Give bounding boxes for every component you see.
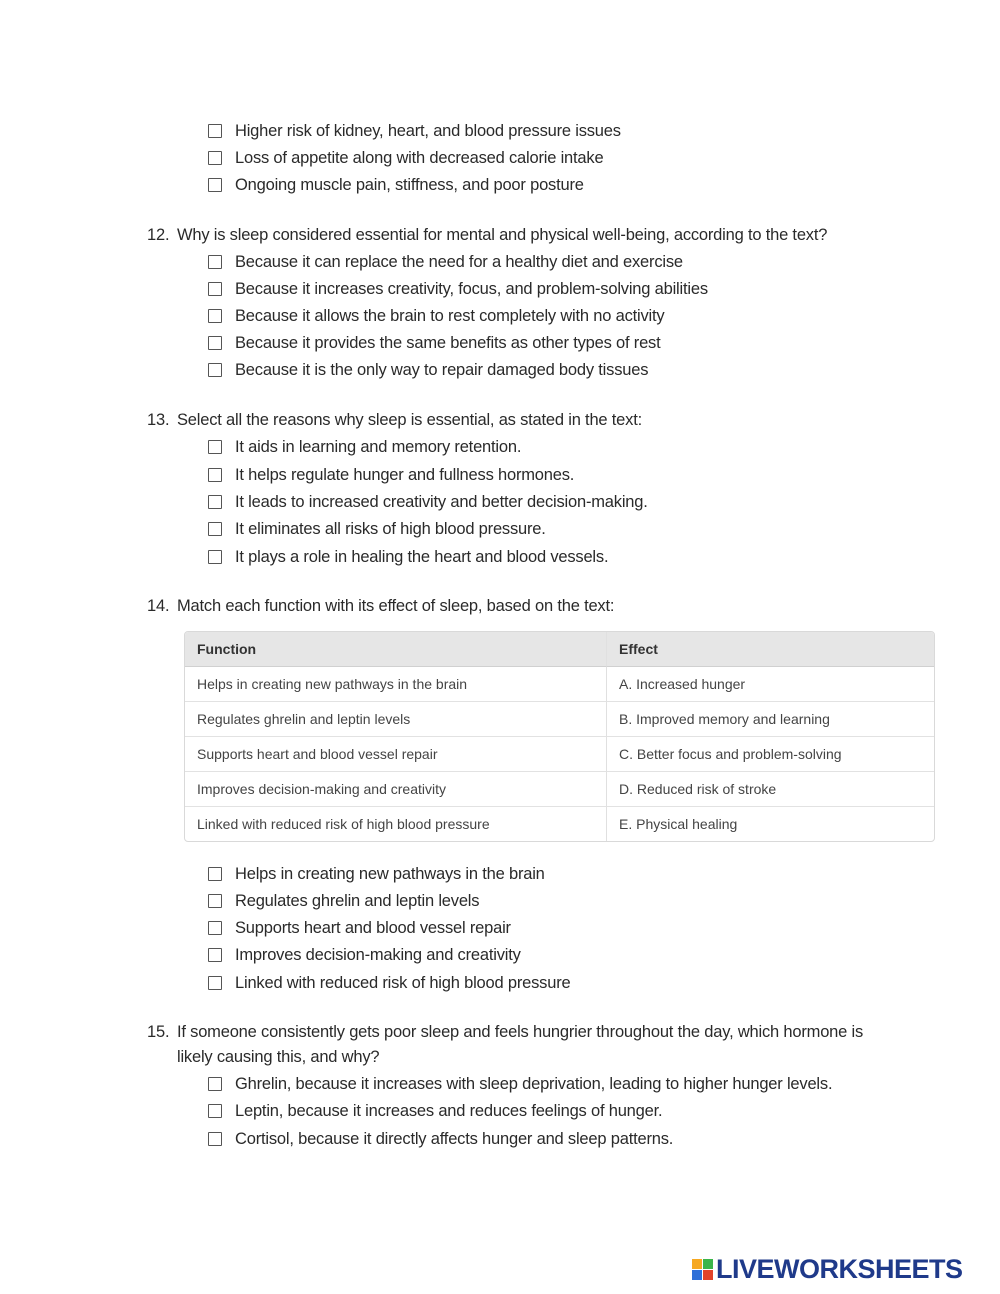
q14-option-3[interactable]: Supports heart and blood vessel repair (208, 917, 511, 939)
logo-text: LIVEWORKSHEETS (716, 1253, 963, 1284)
checkbox[interactable] (208, 124, 222, 138)
checkbox[interactable] (208, 522, 222, 536)
q12-option-4[interactable]: Because it provides the same benefits as other types of rest (208, 332, 660, 354)
checkbox[interactable] (208, 282, 222, 296)
question-text: Match each function with its effect of sleep, based on the text: (177, 597, 615, 615)
q14-option-4[interactable]: Improves decision-making and creativity (208, 944, 521, 966)
table-row (185, 667, 934, 702)
q15-option-3[interactable]: Cortisol, because it directly affects hunger and sleep patterns. (208, 1128, 673, 1150)
question-number: 13. (147, 411, 170, 429)
checkbox[interactable] (208, 151, 222, 165)
q12-option-5[interactable]: Because it is the only way to repair damaged body tissues (208, 359, 648, 381)
checkbox[interactable] (208, 894, 222, 908)
checkbox[interactable] (208, 495, 222, 509)
table-row (185, 772, 934, 807)
question-15 (147, 1020, 863, 1070)
q13-option-5[interactable]: It plays a role in healing the heart and blood vessels. (208, 546, 608, 568)
question-12 (147, 223, 827, 248)
logo-square (703, 1259, 713, 1269)
q14-option-1[interactable]: Helps in creating new pathways in the brain (208, 863, 545, 885)
question-13 (147, 408, 642, 433)
effect-cell: B. Improved memory and learning (607, 702, 934, 737)
question-text-line-2: likely causing this, and why? (177, 1048, 380, 1066)
q11-option-2[interactable]: Loss of appetite along with decreased calorie intake (208, 147, 603, 169)
checkbox[interactable] (208, 440, 222, 454)
q13-option-3[interactable]: It leads to increased creativity and better decision-making. (208, 491, 648, 513)
function-cell: Linked with reduced risk of high blood pressure (185, 807, 607, 841)
q15-option-1[interactable]: Ghrelin, because it increases with sleep deprivation, leading to higher hunger levels. (208, 1073, 832, 1095)
question-text-line-1: If someone consistently gets poor sleep and feels hungrier throughout the day, which hormone is (177, 1023, 864, 1041)
checkbox[interactable] (208, 336, 222, 350)
checkbox[interactable] (208, 948, 222, 962)
checkbox[interactable] (208, 1104, 222, 1118)
q15-option-2[interactable]: Leptin, because it increases and reduces feelings of hunger. (208, 1100, 662, 1122)
q11-option-3[interactable]: Ongoing muscle pain, stiffness, and poor posture (208, 174, 584, 196)
table-row (185, 737, 934, 772)
checkbox[interactable] (208, 1132, 222, 1146)
table-row (185, 807, 934, 841)
checkbox[interactable] (208, 309, 222, 323)
question-number: 12. (147, 226, 170, 244)
column-header-effect: Effect (607, 632, 934, 667)
checkbox[interactable] (208, 1077, 222, 1091)
table-header-row (185, 632, 934, 667)
q12-option-2[interactable]: Because it increases creativity, focus, and problem-solving abilities (208, 278, 708, 300)
effect-cell: D. Reduced risk of stroke (607, 772, 934, 807)
logo-square (692, 1270, 702, 1280)
question-text: Why is sleep considered essential for mental and physical well-being, according to the text? (177, 226, 828, 244)
q14-option-2[interactable]: Regulates ghrelin and leptin levels (208, 890, 479, 912)
q11-option-1[interactable]: Higher risk of kidney, heart, and blood pressure issues (208, 120, 621, 142)
effect-cell: A. Increased hunger (607, 667, 934, 702)
logo-square (692, 1259, 702, 1269)
function-cell: Regulates ghrelin and leptin levels (185, 702, 607, 737)
checkbox[interactable] (208, 255, 222, 269)
checkbox[interactable] (208, 976, 222, 990)
checkbox[interactable] (208, 550, 222, 564)
q14-option-5[interactable]: Linked with reduced risk of high blood pressure (208, 972, 570, 994)
function-cell: Supports heart and blood vessel repair (185, 737, 607, 772)
q13-option-2[interactable]: It helps regulate hunger and fullness hormones. (208, 464, 574, 486)
question-number: 14. (147, 597, 170, 615)
column-header-function: Function (185, 632, 607, 667)
checkbox[interactable] (208, 921, 222, 935)
q13-option-4[interactable]: It eliminates all risks of high blood pressure. (208, 518, 546, 540)
q13-option-1[interactable]: It aids in learning and memory retention. (208, 436, 521, 458)
checkbox[interactable] (208, 468, 222, 482)
effect-cell: E. Physical healing (619, 816, 738, 832)
table-row (185, 702, 934, 737)
liveworksheets-logo-icon (692, 1259, 713, 1280)
question-14 (147, 594, 614, 619)
logo-square (703, 1270, 713, 1280)
question-text: Select all the reasons why sleep is essential, as stated in the text: (177, 411, 642, 429)
checkbox[interactable] (208, 867, 222, 881)
question-number: 15. (147, 1023, 170, 1041)
checkbox[interactable] (208, 363, 222, 377)
liveworksheets-logo[interactable] (692, 1254, 963, 1284)
checkbox[interactable] (208, 178, 222, 192)
matching-table (184, 631, 935, 842)
function-cell: Improves decision-making and creativity (185, 772, 607, 807)
function-cell: Helps in creating new pathways in the brain (185, 667, 607, 702)
q12-option-1[interactable]: Because it can replace the need for a healthy diet and exercise (208, 251, 683, 273)
effect-cell: C. Better focus and problem-solving (607, 737, 934, 772)
q12-option-3[interactable]: Because it allows the brain to rest completely with no activity (208, 305, 664, 327)
